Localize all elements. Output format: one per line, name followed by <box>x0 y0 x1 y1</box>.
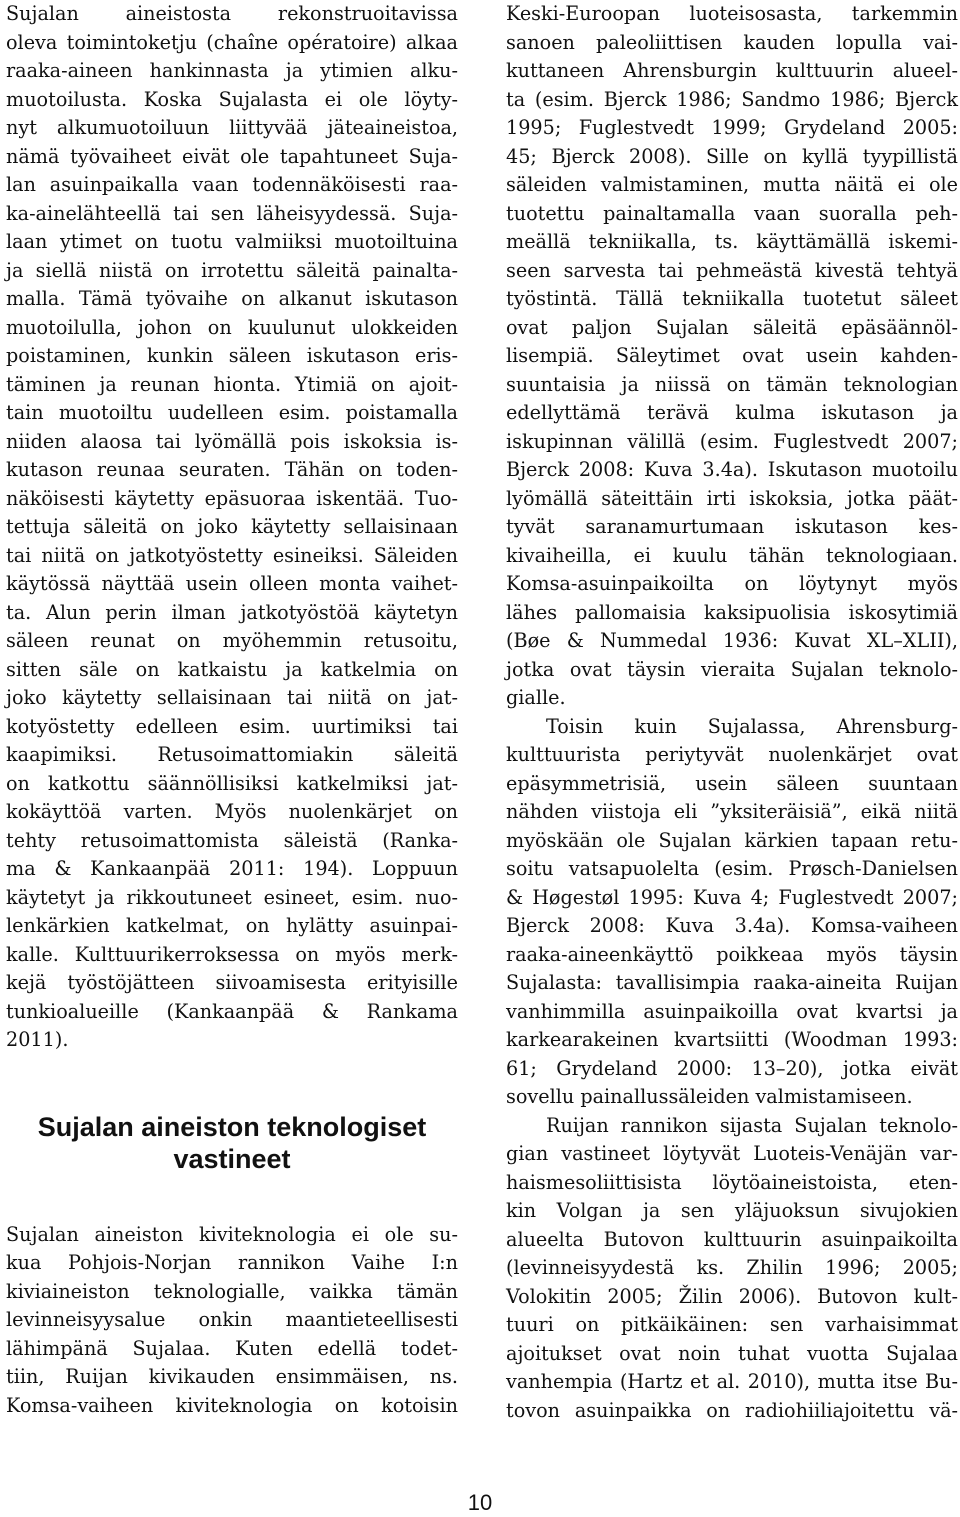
text-line: lähimpänä Sujalaa. Kuten edellä todet- <box>6 1336 458 1360</box>
text-line: tyvät saranamurtumaan iskutason kes- <box>506 515 958 538</box>
text-line: sovellu painallussäleiden valmistamiseen. <box>506 1085 913 1108</box>
text-line: haismesoliittisista löytöaineistoista, eten- <box>506 1170 958 1194</box>
text-line: (Bøe & Nummedal 1936: Kuvat XL–XLII), <box>506 629 958 652</box>
text-line: ta (esim. Bjerck 1986; Sandmo 1986; Bjerck <box>506 87 958 111</box>
text-line: kuttaneen Ahrensburgin kulttuurin alueel- <box>506 59 958 82</box>
text-line: ta. Alun perin ilman jatkotyöstöä käytetyn <box>6 600 458 624</box>
text-line: malla. Tämä työvaihe on alkanut iskutason <box>6 287 458 310</box>
text-line: gialle. <box>506 686 566 709</box>
text-line: meällä tekniikalla, ts. käyttämällä iskemi- <box>506 230 958 253</box>
text-line: kulttuurista periytyvät nuolenkärjet ovat <box>506 743 958 766</box>
text-line: epäsymmetrisiä, usein säleen suuntaan <box>506 771 958 795</box>
text-line: soitu vatsapuolelta (esim. Prøsch-Danielsen <box>506 857 958 880</box>
text-line: Bjerck 2008: Kuva 3.4a). Iskutason muotoilu <box>506 458 958 481</box>
text-line: sanoen paleoliittisen kauden lopulla vai- <box>506 30 958 54</box>
text-line: Keski-Euroopan luoteisosasta, tarkemmin <box>506 2 958 25</box>
section-gap <box>6 1055 458 1107</box>
text-line: tehty retusoimattomista säleistä (Ranka- <box>6 828 458 852</box>
text-line: tettuja säleitä on joko käytetty sellaisinaan <box>6 515 458 538</box>
text-line: 45; Bjerck 2008). Sille on kyllä tyypillistä <box>506 144 958 168</box>
text-line: nyt alkumuotoiluun liittyvää jäteaineistoa, <box>6 116 458 139</box>
text-line: jotka ovat täysin vieraita Sujalan teknolo- <box>506 657 958 681</box>
text-line: Sujalan aineiston kiviteknologia ei ole su- <box>6 1222 458 1246</box>
text-line: Ruijan rannikon sijasta Sujalan teknolo- <box>546 1113 958 1137</box>
text-line: tunkioalueille (Kankaanpää & Rankama <box>6 999 458 1023</box>
text-line: muotoilusta. Koska Sujalasta ei ole löyty- <box>6 87 458 111</box>
text-line: tuotettu painaltamalla vaan suoralla peh- <box>506 201 958 225</box>
text-line: muotoilulla, johon on kuulunut ulokkeiden <box>6 315 458 339</box>
text-line: kin Volgan ja sen yläjuoksun sivujokien <box>506 1199 958 1222</box>
text-line: Sujalasta: tavallisimpia raaka-aineita Ruijan <box>506 971 958 994</box>
text-line: tiin, Ruijan kivikauden ensimmäisen, ns. <box>6 1365 458 1388</box>
text-line: 2011). <box>6 1028 69 1051</box>
text-line: säleiden valmistaminen, mutta näitä ei ole <box>506 173 958 196</box>
text-line: Komsa-vaiheen kiviteknologia on kotoisin <box>6 1393 458 1417</box>
text-line: karkearakeinen kvartsiitti (Woodman 1993: <box>506 1028 958 1051</box>
text-line: myöskään ole Sujalan kärkien tapaan retu- <box>506 828 958 852</box>
left-column <box>6 0 458 1420</box>
text-line: sitten säle on katkaistu ja katkelmia on <box>6 657 458 681</box>
text-line: lähes pallomaisia kaksipuolisia iskosytimiä <box>506 600 958 624</box>
text-line: & Høgestøl 1995: Kuva 4; Fuglestvedt 2007; <box>506 885 958 909</box>
text-line: nähden viistoja eli ”yksiteräisiä”, eikä niitä <box>506 800 958 823</box>
text-line: suuntaisia ja niissä on tämän teknologian <box>506 372 958 396</box>
text-line: Toisin kuin Sujalassa, Ahrensburg- <box>546 714 958 738</box>
text-line: Bjerck 2008: Kuva 3.4a). Komsa-vaiheen <box>506 914 958 937</box>
text-line: Volokitin 2005; Žilin 2006). Butovon kult- <box>506 1284 958 1308</box>
text-line: lyömällä säteittäin irti iskoksia, jotka päät- <box>506 486 958 510</box>
text-line: kua Pohjois-Norjan rannikon Vaihe I:n <box>6 1251 458 1274</box>
text-line: kutason reunaa seuraten. Tähän on toden- <box>6 458 458 481</box>
text-line: iskupinnan välillä (esim. Fuglestvedt 2007; <box>506 429 958 453</box>
text-line: tovon asuinpaikka on radiohiiliajoitettu vä- <box>506 1398 958 1422</box>
text-line: lisempiä. Säleytimet ovat usein kahden- <box>506 344 958 367</box>
text-line: työstintä. Tällä tekniikalla tuotetut säleet <box>506 287 958 310</box>
heading-line-1: Sujalan aineiston teknologiset <box>37 1111 427 1142</box>
left-paragraph-2 <box>6 1221 458 1421</box>
text-line: käytössä näyttää usein olleen monta vaihet- <box>6 572 458 595</box>
text-line: on katkottu säännöllisiksi katkelmiksi jat- <box>6 771 458 795</box>
text-line: laan ytimet on tuotu valmiiksi muotoiltuina <box>6 230 458 253</box>
text-line: ovat paljon Sujalan säleitä epäsäännöl- <box>506 315 958 339</box>
text-line: seen sarvesta tai pehmeästä kivestä tehtyä <box>506 258 958 282</box>
text-line: vanhempia (Hartz et al. 2010), mutta itse Bu- <box>506 1370 958 1393</box>
section-heading <box>6 1111 458 1175</box>
text-line: joko käytetty sellaisinaan tai niitä on jat- <box>6 686 458 709</box>
text-line: edellyttämä terävä kulma iskutason ja <box>506 401 958 424</box>
text-line: 1995; Fuglestvedt 1999; Grydeland 2005: <box>506 116 958 139</box>
text-line: ma & Kankaanpää 2011: 194). Loppuun <box>6 857 458 880</box>
text-line: kejä työstöjätteen siivoamisesta erityisille <box>6 971 458 994</box>
text-line: ja siellä niistä on irrotettu säleitä painalta- <box>6 258 458 282</box>
text-line: poistaminen, kunkin säleen iskutason eris- <box>6 344 458 367</box>
text-line: käytetyt ja rikkoutuneet esineet, esim. nuo- <box>6 885 458 909</box>
left-paragraph-1 <box>6 0 458 1055</box>
text-line: raaka-aineen hankinnasta ja ytimien alku- <box>6 59 458 82</box>
text-line: nämä työvaiheet eivät ole tapahtuneet Suja- <box>6 144 458 168</box>
text-line: tai niitä on jatkotyöstetty esineiksi. Säleiden <box>6 543 458 567</box>
text-line: vanhimmilla asuinpaikoilla ovat kvartsi ja <box>506 999 958 1023</box>
right-paragraph-1 <box>506 0 958 713</box>
text-line: kokäyttöä varten. Myös nuolenkärjet on <box>6 800 458 823</box>
text-line: tuuri on pitkäikäinen: sen varhaisimmat <box>506 1313 958 1336</box>
text-line: kivaiheilla, ei kuulu tähän teknologiaan. <box>506 543 958 567</box>
text-line: lenkärkien katkelmat, on hylätty asuinpai- <box>6 914 458 937</box>
text-line: tain muotoiltu uudelleen esim. poistamalla <box>6 401 458 424</box>
text-line: ajoitukset ovat noin tuhat vuotta Sujalaa <box>506 1341 958 1365</box>
text-line: kiviaineiston teknologialle, vaikka tämän <box>6 1279 458 1303</box>
text-line: lan asuinpaikalla vaan todennäköisesti raa- <box>6 173 458 196</box>
text-line: raaka-aineenkäyttö poikkeaa myös täysin <box>506 942 958 966</box>
text-line: kaapimiksi. Retusoimattomiakin säleitä <box>6 743 458 766</box>
text-line: (levinneisyydestä ks. Zhilin 1996; 2005; <box>506 1256 958 1279</box>
text-line: niiden alaosa tai lyömällä pois iskoksia is- <box>6 429 458 453</box>
page-number: 10 <box>467 1490 493 1515</box>
right-paragraph-3 <box>506 1112 958 1426</box>
right-column <box>506 0 958 1425</box>
text-line: alueelta Butovon kulttuurin asuinpaikoilta <box>506 1227 958 1251</box>
text-line: levinneisyysalue onkin maantieteellisesti <box>6 1308 458 1331</box>
text-line: Komsa-asuinpaikoilta on löytynyt myös <box>506 572 958 595</box>
text-line: kalle. Kulttuurikerroksessa on myös merk- <box>6 942 458 966</box>
text-line: näköisesti käytetty epäsuoraa iskentää. Tuo- <box>6 486 458 510</box>
text-line: säleen reunat on myöhemmin retusoitu, <box>6 629 458 652</box>
text-line: 61; Grydeland 2000: 13–20), jotka eivät <box>506 1056 958 1080</box>
text-line: täminen ja reunan hionta. Ytimiä on ajoit- <box>6 372 458 396</box>
right-paragraph-2 <box>506 713 958 1112</box>
text-line: Sujalan aineistosta rekonstruoitavissa <box>6 2 458 25</box>
text-line: gian vastineet löytyvät Luoteis-Venäjän var- <box>506 1142 958 1165</box>
text-line: kotyöstetty edelleen esim. uurtimiksi tai <box>6 714 458 738</box>
heading-line-2: vastineet <box>173 1143 291 1174</box>
text-line: ka-ainelähteellä tai sen läheisyydessä. Suja- <box>6 201 458 225</box>
text-line: oleva toimintoketju (chaîne opératoire) alkaa <box>6 30 458 54</box>
